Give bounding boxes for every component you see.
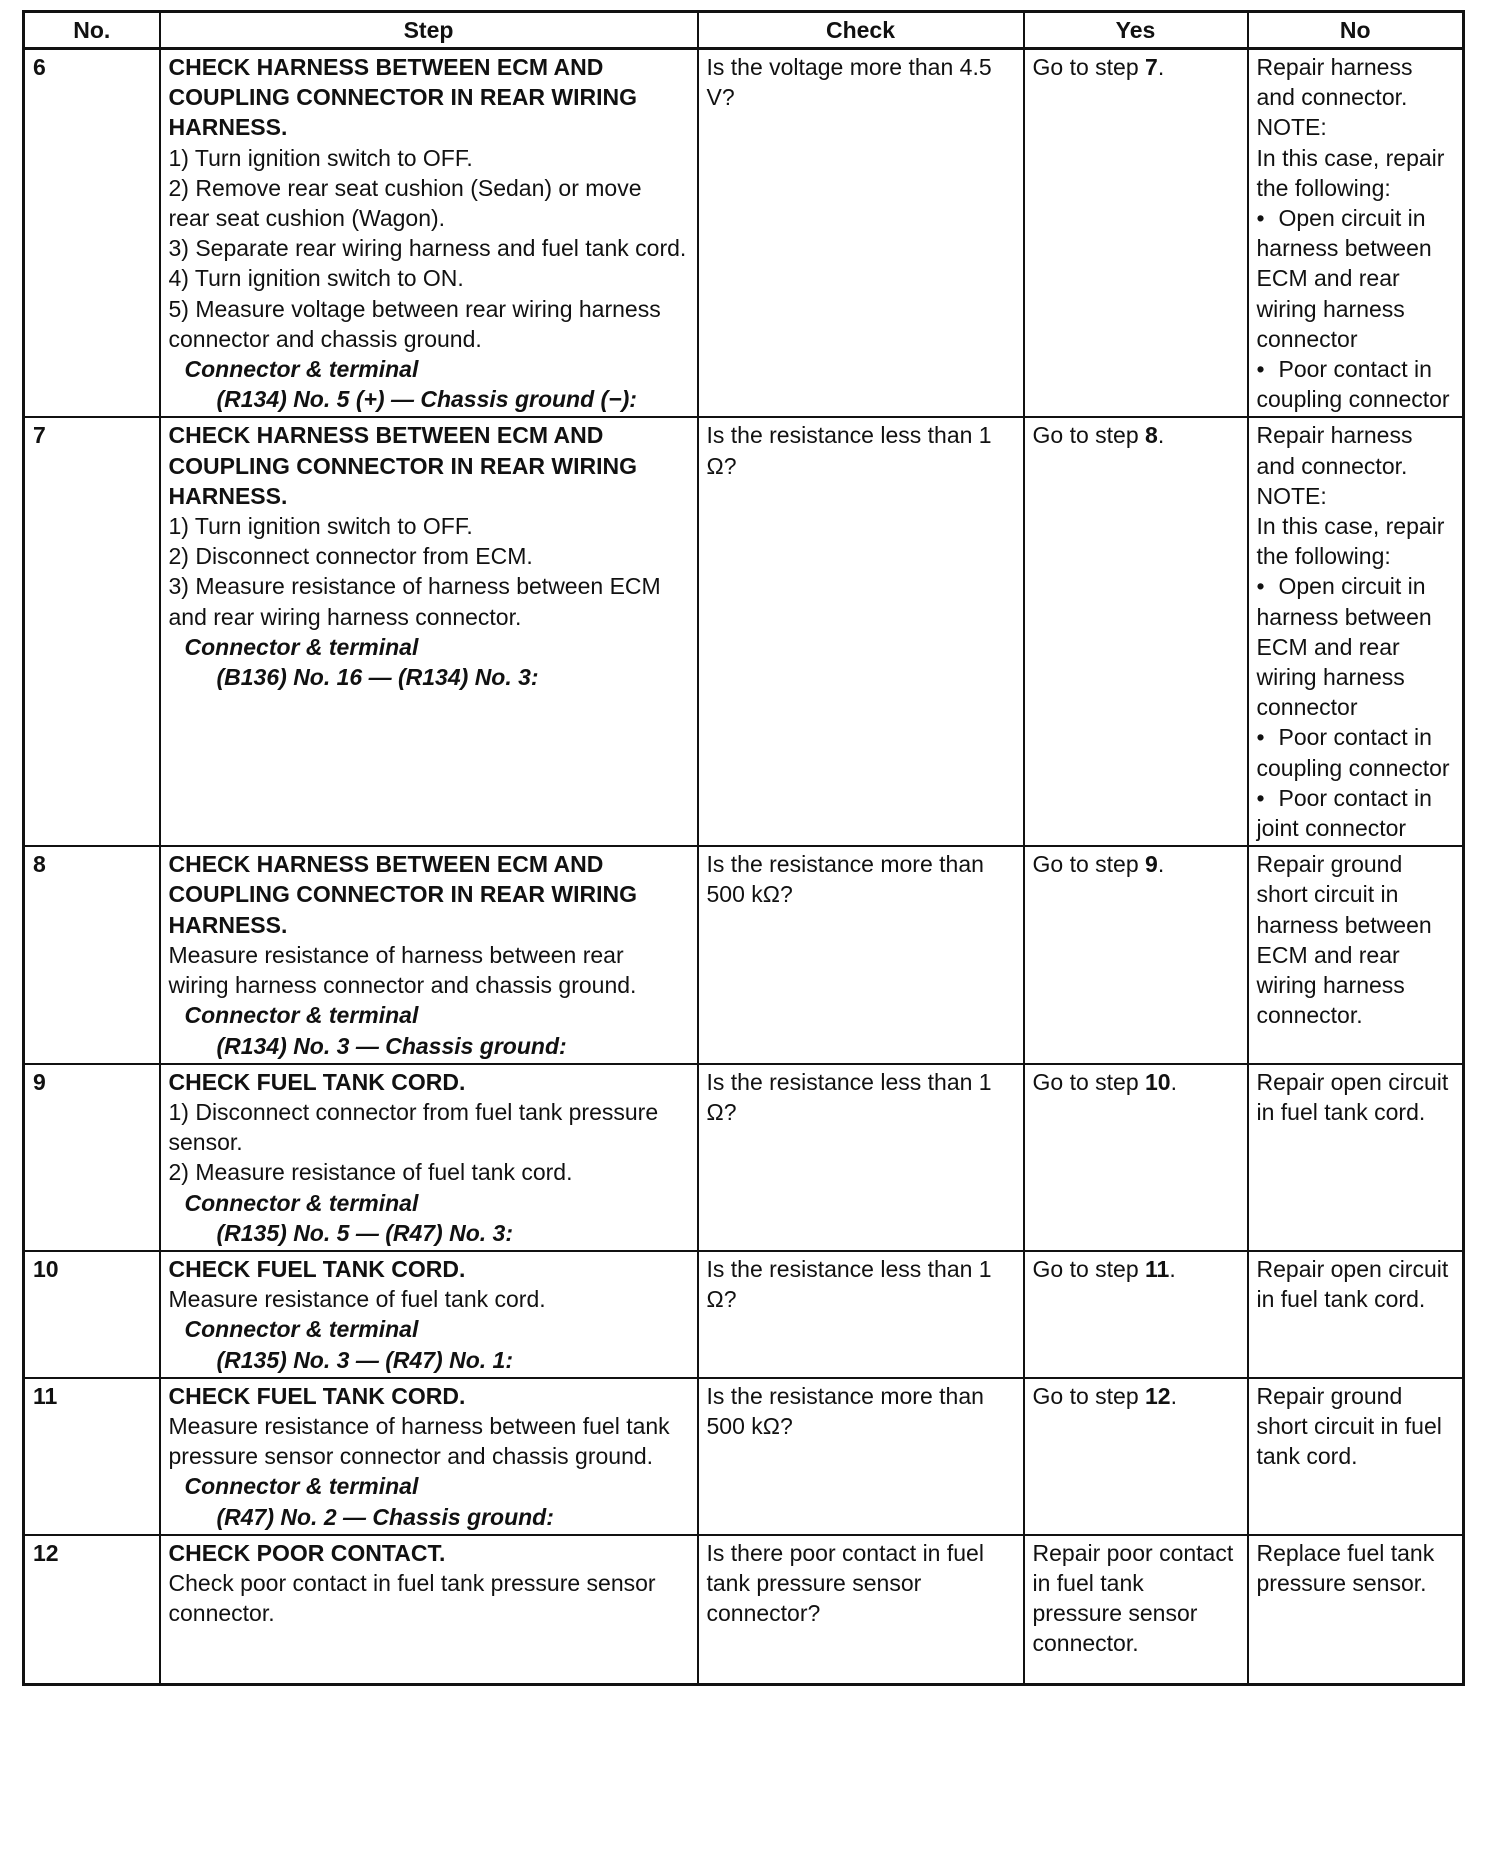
yes-suffix: . [1169,1255,1176,1282]
check-cell [698,1251,1024,1378]
step-number: 11 [24,1378,160,1535]
connector-terminal: (R47) No. 2 — Chassis ground: [216,1503,554,1530]
step-number: 10 [24,1251,160,1378]
check-cell [698,846,1024,1063]
yes-text: Go to step [1032,1068,1146,1095]
check-question: Is the resistance less than 1 Ω? [706,422,992,479]
header-yes: Yes [1024,12,1248,49]
yes-text: Go to step [1032,422,1146,449]
no-cell [1248,1535,1464,1685]
connector-label: Connector & terminal [184,356,419,383]
connector-terminal: (B136) No. 16 — (R134) No. 3: [216,664,539,691]
no-action-text: Repair open circuit in fuel tank cord. [1256,1255,1449,1313]
diagnostic-sheet [22,10,1462,1686]
step-cell [160,846,698,1063]
step-instruction: 3) Measure resistance of harness between ECM and rear wiring harness connector. [168,573,661,630]
step-cell [160,1378,698,1535]
check-question: Is the voltage more than 4.5 V? [706,54,992,111]
no-cell [1248,417,1464,846]
yes-text: Repair poor contact in fuel tank pressure sensor connector. [1032,1539,1234,1657]
step-title: CHECK HARNESS BETWEEN ECM AND COUPLING CONNECTOR IN REAR WIRING HARNESS. [168,54,638,141]
yes-suffix: . [1157,422,1165,449]
table-header-row [24,12,1464,49]
yes-step-number: 11 [1145,1255,1170,1282]
yes-cell [1024,1378,1248,1535]
connector-label: Connector & terminal [184,1473,419,1500]
table-row [24,49,1464,418]
step-cell [160,49,698,418]
no-action-text: Repair ground short circuit in harness between ECM and rear wiring harness connector. [1256,851,1432,1029]
yes-text: Go to step [1032,1255,1146,1282]
connector-label: Connector & terminal [184,1002,419,1029]
no-cell [1248,1064,1464,1251]
yes-step-number: 7 [1145,54,1158,80]
diagnostic-table [22,10,1465,1686]
yes-step-number: 12 [1145,1382,1171,1409]
yes-text: Go to step [1032,54,1146,80]
step-instruction: Measure resistance of harness between fuel tank pressure sensor connector and chassis ground. [168,1412,670,1470]
check-question: Is the resistance more than 500 kΩ? [706,1382,984,1439]
step-instruction: 2) Measure resistance of fuel tank cord. [168,1159,573,1186]
step-instruction: 1) Turn ignition switch to OFF. [168,144,473,171]
step-instruction: 1) Disconnect connector from fuel tank pressure sensor. [168,1098,659,1156]
step-title: CHECK POOR CONTACT. [168,1539,446,1566]
connector-label: Connector & terminal [184,1189,419,1216]
step-title: CHECK FUEL TANK CORD. [168,1255,466,1282]
table-row [24,1535,1464,1685]
step-instruction: 2) Remove rear seat cushion (Sedan) or move rear seat cushion (Wagon). [168,174,642,232]
step-number: 9 [24,1064,160,1251]
step-instruction: 2) Disconnect connector from ECM. [168,543,533,570]
no-cell [1248,1251,1464,1378]
yes-cell [1024,1251,1248,1378]
header-step: Step [160,12,698,49]
step-cell [160,417,698,846]
no-action-text: Replace fuel tank pressure sensor. [1256,1539,1435,1596]
yes-cell [1024,1535,1248,1685]
no-bullet-item: • Open circuit in harness between ECM and rear wiring harness connector [1257,571,1455,722]
no-bullet-item: • Poor contact in coupling connector [1257,722,1455,782]
check-question: Is the resistance less than 1 Ω? [706,1068,992,1125]
yes-step-number: 10 [1145,1068,1171,1095]
no-action-text: Repair harness and connector. [1256,422,1413,479]
step-instruction: Check poor contact in fuel tank pressure sensor connector. [168,1569,656,1627]
connector-terminal: (R135) No. 5 — (R47) No. 3: [216,1219,513,1246]
table-row [24,1064,1464,1251]
yes-suffix: . [1170,1068,1177,1095]
step-instruction: 1) Turn ignition switch to OFF. [168,513,473,540]
check-cell [698,1535,1024,1685]
no-action-text: NOTE: [1256,114,1327,141]
step-number: 6 [24,49,160,418]
check-question: Is there poor contact in fuel tank pressure sensor connector? [706,1539,984,1627]
yes-suffix: . [1170,1382,1177,1409]
connector-terminal: (R134) No. 5 (+) — Chassis ground (−): [216,386,637,413]
check-cell [698,49,1024,418]
table-row [24,1378,1464,1535]
step-instruction: 4) Turn ignition switch to ON. [168,265,464,292]
step-title: CHECK FUEL TANK CORD. [168,1382,466,1409]
yes-step-number: 9 [1145,851,1158,878]
check-cell [698,1378,1024,1535]
no-bullet-item: • Open circuit in harness between ECM and rear wiring harness connector [1257,203,1455,354]
step-cell [160,1064,698,1251]
check-cell [698,1064,1024,1251]
step-number: 12 [24,1535,160,1685]
yes-text: Go to step [1032,851,1146,878]
step-instruction: Measure resistance of harness between rear wiring harness connector and chassis ground. [168,941,637,999]
no-bullet-item: • Poor contact in joint connector [1257,783,1455,843]
header-check: Check [698,12,1024,49]
header-no-result: No [1248,12,1464,49]
no-action-text: Repair open circuit in fuel tank cord. [1256,1068,1449,1125]
yes-cell [1024,417,1248,846]
step-title: CHECK HARNESS BETWEEN ECM AND COUPLING CONNECTOR IN REAR WIRING HARNESS. [168,422,638,509]
table-row [24,1251,1464,1378]
yes-step-number: 8 [1145,422,1158,449]
step-number: 7 [24,417,160,846]
step-instruction: 3) Separate rear wiring harness and fuel tank cord. [168,235,687,262]
step-instruction: 5) Measure voltage between rear wiring harness connector and chassis ground. [168,295,661,352]
no-action-text: NOTE: [1256,482,1327,509]
yes-suffix: . [1157,54,1165,80]
connector-label: Connector & terminal [184,633,419,660]
no-cell [1248,49,1464,418]
yes-cell [1024,846,1248,1063]
check-question: Is the resistance less than 1 Ω? [706,1255,992,1313]
yes-cell [1024,49,1248,418]
yes-suffix: . [1157,851,1165,878]
connector-label: Connector & terminal [184,1316,419,1343]
step-instruction: Measure resistance of fuel tank cord. [168,1286,546,1313]
check-question: Is the resistance more than 500 kΩ? [706,851,984,908]
no-action-text: Repair ground short circuit in fuel tank cord. [1256,1382,1442,1470]
step-cell [160,1535,698,1685]
table-row [24,846,1464,1063]
table-row [24,417,1464,846]
no-bullet-item: • Poor contact in coupling connector [1257,354,1455,414]
no-action-text: In this case, repair the following: [1256,513,1445,570]
no-action-text: Repair harness and connector. [1256,54,1413,111]
yes-cell [1024,1064,1248,1251]
step-cell [160,1251,698,1378]
header-no: No. [24,12,160,49]
step-title: CHECK HARNESS BETWEEN ECM AND COUPLING CONNECTOR IN REAR WIRING HARNESS. [168,851,638,938]
connector-terminal: (R134) No. 3 — Chassis ground: [216,1032,567,1059]
step-title: CHECK FUEL TANK CORD. [168,1068,466,1095]
table-body [24,49,1464,1685]
connector-terminal: (R135) No. 3 — (R47) No. 1: [216,1346,513,1373]
no-action-text: In this case, repair the following: [1256,144,1445,201]
check-cell [698,417,1024,846]
yes-text: Go to step [1032,1382,1146,1409]
no-cell [1248,846,1464,1063]
step-number: 8 [24,846,160,1063]
no-cell [1248,1378,1464,1535]
